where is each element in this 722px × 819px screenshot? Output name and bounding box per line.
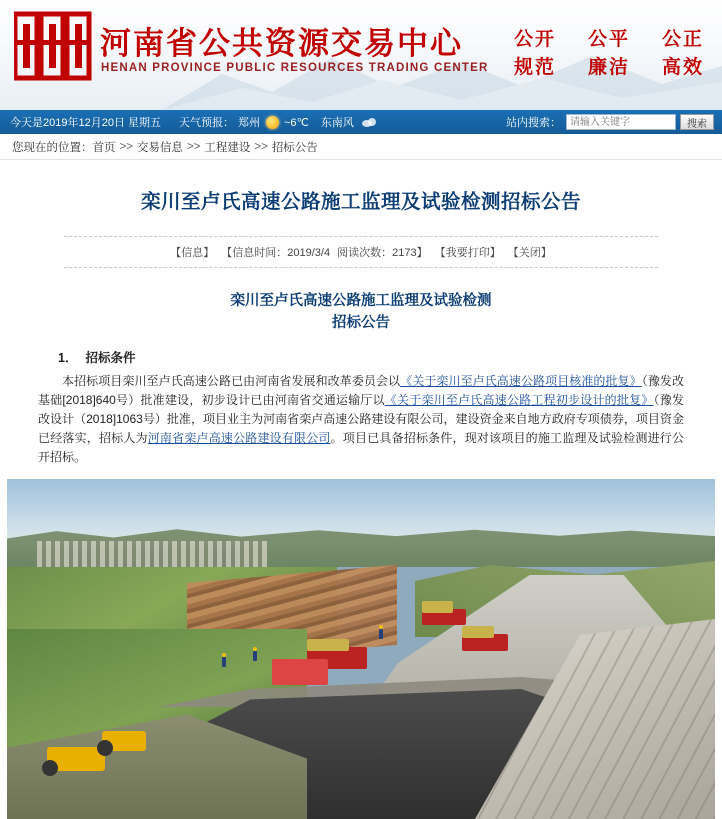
article-paragraph [38, 372, 684, 467]
weather-temperature: ~6℃ [284, 116, 309, 129]
breadcrumb-item-trade-info[interactable]: 交易信息 [136, 141, 183, 154]
meta-source: 【信息】 [170, 247, 215, 259]
slogan-block [504, 26, 704, 82]
site-title: 河南省公共资源交易中心 [100, 26, 463, 61]
slogan-row-1 [514, 26, 704, 54]
breadcrumb-item-home[interactable]: 首页 [92, 141, 116, 154]
slogan-word: 规范 [514, 57, 557, 78]
breadcrumb-separator: >> [119, 140, 133, 153]
para-text: 批准，项目业主为河南省栾卢高速公路建设有限公司，建设资金来自地方政府专项债券，项目资金已经落实，招标人为 [38, 412, 684, 445]
slogan-word: 公正 [661, 29, 704, 50]
weather-city: 郑州 [238, 117, 260, 129]
section-heading [28, 348, 694, 366]
cloud-icon [362, 117, 378, 127]
meta-views: 阅读次数：2173】 [337, 247, 428, 259]
slogan-word: 公开 [514, 29, 557, 50]
page-title: 栾川至卢氏高速公路施工监理及试验检测招标公告 [140, 192, 581, 213]
link-project-approval[interactable]: 《关于栾川至卢氏高速公路项目核准的批复》 [400, 374, 642, 388]
article-headline [28, 290, 694, 334]
breadcrumb-prefix: 您现在的位置： [12, 141, 93, 154]
photo-road-roller [47, 747, 105, 771]
sun-icon [266, 116, 279, 129]
para-text: 本招标项目栾川至卢氏高速公路已由河南省发展和改革委员会以 [62, 374, 401, 388]
article-headline-line-1: 栾川至卢氏高速公路施工监理及试验检测 [230, 293, 492, 309]
search-label: 站内搜索： [506, 117, 561, 129]
site-header [0, 0, 722, 110]
section-title: 招标条件 [85, 351, 136, 365]
search-button[interactable]: 搜索 [680, 114, 714, 130]
search-input[interactable] [566, 114, 676, 130]
article-content [0, 186, 722, 467]
slogan-word: 公平 [587, 29, 630, 50]
weather-wind: 东南风 [320, 117, 354, 129]
para-text: 批准建设，初步设计已由河南省交通运输厅以 [140, 393, 385, 407]
para-text: （豫发改设计（2018]1063号） [38, 393, 684, 426]
para-text: （豫发改基础[2018]640号） [38, 374, 684, 407]
article-photo [7, 479, 715, 819]
article-meta [64, 236, 658, 268]
photo-asphalt-paver [272, 659, 328, 685]
slogan-word: 廉洁 [587, 57, 630, 78]
meta-time: 【信息时间：2019/3/4 [221, 247, 331, 259]
section-number: 1． [58, 351, 78, 365]
breadcrumb [0, 134, 722, 160]
breadcrumb-separator: >> [254, 140, 268, 153]
info-bar [0, 110, 722, 134]
site-search [506, 114, 714, 130]
current-date-text: 今天是2019年12月20日 星期五 [10, 117, 161, 129]
article-headline-line-2: 招标公告 [332, 315, 390, 331]
breadcrumb-item-bid-notice[interactable]: 招标公告 [271, 141, 318, 154]
photo-road-roller [102, 731, 146, 751]
slogan-word: 高效 [661, 57, 704, 78]
photo-dump-truck [422, 609, 466, 625]
para-text: 。项目已具备招标条件，现对该项目的施工监理及试验检测进行公开招标。 [38, 431, 684, 464]
close-button[interactable]: 【关闭】 [507, 247, 552, 259]
weather-label: 天气预报： [179, 117, 234, 129]
photo-dump-truck [462, 634, 508, 651]
site-subtitle: HENAN PROVINCE PUBLIC RESOURCES TRADING CENTER [101, 62, 489, 74]
print-button[interactable]: 【我要打印】 [434, 247, 501, 259]
photo-worker [253, 651, 257, 661]
slogan-row-2 [514, 54, 704, 82]
link-preliminary-design-approval[interactable]: 《关于栾川至卢氏高速公路工程初步设计的批复》 [384, 393, 654, 407]
photo-worker [379, 629, 383, 639]
henan-trading-center-logo-icon[interactable] [14, 10, 92, 82]
breadcrumb-separator: >> [186, 140, 201, 153]
breadcrumb-item-engineering[interactable]: 工程建设 [204, 141, 251, 154]
link-tenderer-company[interactable]: 河南省栾卢高速公路建设有限公司 [147, 431, 331, 445]
photo-worker [222, 657, 226, 667]
